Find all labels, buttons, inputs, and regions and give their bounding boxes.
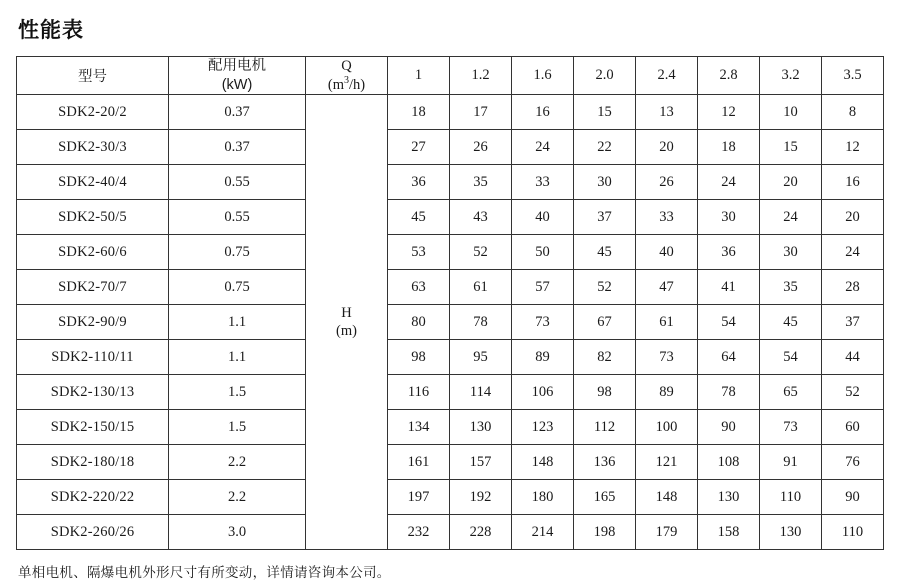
- head-cell: 15: [574, 95, 636, 130]
- head-cell: 89: [636, 375, 698, 410]
- head-cell: 73: [636, 340, 698, 375]
- power-cell: 2.2: [169, 480, 306, 515]
- head-cell: 161: [388, 445, 450, 480]
- head-cell: 41: [698, 270, 760, 305]
- head-cell: 45: [574, 235, 636, 270]
- head-cell: 20: [760, 165, 822, 200]
- table-row: [17, 340, 884, 375]
- power-cell: 0.55: [169, 165, 306, 200]
- head-cell: 98: [388, 340, 450, 375]
- head-cell: 26: [636, 165, 698, 200]
- head-cell: 45: [388, 200, 450, 235]
- table-row: [17, 165, 884, 200]
- head-cell: 108: [698, 445, 760, 480]
- head-cell: 134: [388, 410, 450, 445]
- header-flow-5: 2.4: [636, 57, 698, 95]
- head-cell: 80: [388, 305, 450, 340]
- head-cell: 95: [450, 340, 512, 375]
- head-cell: 78: [698, 375, 760, 410]
- model-cell: SDK2-70/7: [17, 270, 169, 305]
- model-cell: SDK2-40/4: [17, 165, 169, 200]
- head-cell: 116: [388, 375, 450, 410]
- head-cell: 36: [698, 235, 760, 270]
- head-cell: 28: [822, 270, 884, 305]
- head-cell: 30: [574, 165, 636, 200]
- head-cell: 130: [698, 480, 760, 515]
- head-cell: 20: [636, 130, 698, 165]
- head-cell: 180: [512, 480, 574, 515]
- header-flow-6: 2.8: [698, 57, 760, 95]
- head-cell: 157: [450, 445, 512, 480]
- head-cell: 130: [450, 410, 512, 445]
- power-cell: 0.37: [169, 95, 306, 130]
- power-cell: 1.1: [169, 340, 306, 375]
- head-cell: 24: [822, 235, 884, 270]
- table-row: [17, 130, 884, 165]
- power-cell: 1.5: [169, 410, 306, 445]
- power-cell: 1.5: [169, 375, 306, 410]
- q-unit-pre: (m: [327, 76, 344, 93]
- head-cell: 26: [450, 130, 512, 165]
- header-power: [169, 57, 306, 95]
- head-cell: 8: [822, 95, 884, 130]
- head-cell: 90: [698, 410, 760, 445]
- model-cell: SDK2-30/3: [17, 130, 169, 165]
- header-model: 型号: [17, 57, 169, 95]
- head-cell: 136: [574, 445, 636, 480]
- head-cell: 35: [760, 270, 822, 305]
- header-flow-2: 1.2: [450, 57, 512, 95]
- head-cell: 123: [512, 410, 574, 445]
- head-cell: 197: [388, 480, 450, 515]
- head-cell: 114: [450, 375, 512, 410]
- head-cell: 60: [822, 410, 884, 445]
- power-cell: 1.1: [169, 305, 306, 340]
- head-cell: 61: [450, 270, 512, 305]
- table-row: [17, 375, 884, 410]
- model-cell: SDK2-90/9: [17, 305, 169, 340]
- table-header-row: [17, 57, 884, 95]
- head-cell: 148: [512, 445, 574, 480]
- head-cell: 37: [822, 305, 884, 340]
- header-flow-3: 1.6: [512, 57, 574, 95]
- head-cell: 24: [512, 130, 574, 165]
- head-cell: 228: [450, 515, 512, 550]
- head-cell: 192: [450, 480, 512, 515]
- head-cell: 89: [512, 340, 574, 375]
- head-cell: 33: [512, 165, 574, 200]
- head-cell: 24: [698, 165, 760, 200]
- head-cell: 44: [822, 340, 884, 375]
- head-cell: 54: [698, 305, 760, 340]
- model-cell: SDK2-260/26: [17, 515, 169, 550]
- head-cell: 40: [512, 200, 574, 235]
- head-cell: 130: [760, 515, 822, 550]
- head-cell: 52: [822, 375, 884, 410]
- header-h: H: [341, 304, 352, 321]
- head-cell: 121: [636, 445, 698, 480]
- header-flow-symbol: [306, 57, 388, 95]
- head-cell: 148: [636, 480, 698, 515]
- model-cell: SDK2-220/22: [17, 480, 169, 515]
- power-cell: 0.75: [169, 235, 306, 270]
- head-cell: 43: [450, 200, 512, 235]
- head-cell: 15: [760, 130, 822, 165]
- model-cell: SDK2-60/6: [17, 235, 169, 270]
- header-h-unit: (m): [336, 323, 357, 340]
- head-cell: 18: [388, 95, 450, 130]
- head-cell: 76: [822, 445, 884, 480]
- power-cell: 0.37: [169, 130, 306, 165]
- power-cell: 3.0: [169, 515, 306, 550]
- head-cell: 165: [574, 480, 636, 515]
- head-cell: 10: [760, 95, 822, 130]
- head-cell: 54: [760, 340, 822, 375]
- head-cell: 47: [636, 270, 698, 305]
- table-row: [17, 480, 884, 515]
- head-cell: 30: [760, 235, 822, 270]
- head-cell: 67: [574, 305, 636, 340]
- power-cell: 0.55: [169, 200, 306, 235]
- head-cell: 91: [760, 445, 822, 480]
- head-cell: 63: [388, 270, 450, 305]
- head-cell: 35: [450, 165, 512, 200]
- table-row: [17, 410, 884, 445]
- page-title: 性能表: [18, 19, 84, 42]
- head-cell: 179: [636, 515, 698, 550]
- table-row: [17, 95, 884, 130]
- head-cell: 106: [512, 375, 574, 410]
- model-cell: SDK2-20/2: [17, 95, 169, 130]
- head-cell: 30: [698, 200, 760, 235]
- head-cell: 64: [698, 340, 760, 375]
- head-cell: 100: [636, 410, 698, 445]
- head-cell: 90: [822, 480, 884, 515]
- head-cell: 22: [574, 130, 636, 165]
- head-cell: 27: [388, 130, 450, 165]
- header-head-symbol: [306, 95, 388, 550]
- table-row: [17, 445, 884, 480]
- head-cell: 52: [450, 235, 512, 270]
- power-cell: 2.2: [169, 445, 306, 480]
- head-cell: 50: [512, 235, 574, 270]
- head-cell: 82: [574, 340, 636, 375]
- power-cell: 0.75: [169, 270, 306, 305]
- header-power-line1: 配用电机: [208, 58, 266, 75]
- head-cell: 17: [450, 95, 512, 130]
- head-cell: 73: [512, 305, 574, 340]
- table-row: [17, 235, 884, 270]
- head-cell: 16: [512, 95, 574, 130]
- head-cell: 53: [388, 235, 450, 270]
- table-row: [17, 305, 884, 340]
- head-cell: 37: [574, 200, 636, 235]
- head-cell: 24: [760, 200, 822, 235]
- model-cell: SDK2-50/5: [17, 200, 169, 235]
- header-flow-8: 3.5: [822, 57, 884, 95]
- head-cell: 214: [512, 515, 574, 550]
- model-cell: SDK2-110/11: [17, 340, 169, 375]
- model-cell: SDK2-180/18: [17, 445, 169, 480]
- head-cell: 20: [822, 200, 884, 235]
- head-cell: 52: [574, 270, 636, 305]
- head-cell: 73: [760, 410, 822, 445]
- header-flow-1: 1: [388, 57, 450, 95]
- head-cell: 12: [698, 95, 760, 130]
- head-cell: 110: [760, 480, 822, 515]
- head-cell: 110: [822, 515, 884, 550]
- header-flow-7: 3.2: [760, 57, 822, 95]
- head-cell: 13: [636, 95, 698, 130]
- head-cell: 78: [450, 305, 512, 340]
- head-cell: 112: [574, 410, 636, 445]
- head-cell: 98: [574, 375, 636, 410]
- model-cell: SDK2-130/13: [17, 375, 169, 410]
- head-cell: 158: [698, 515, 760, 550]
- head-cell: 65: [760, 375, 822, 410]
- head-cell: 33: [636, 200, 698, 235]
- head-cell: 18: [698, 130, 760, 165]
- header-power-line2: (kW): [221, 76, 253, 93]
- header-q: Q: [341, 58, 352, 74]
- table-row: [17, 270, 884, 305]
- header-flow-4: 2.0: [574, 57, 636, 95]
- head-cell: 45: [760, 305, 822, 340]
- q-unit-post: /h): [349, 76, 366, 93]
- head-cell: 12: [822, 130, 884, 165]
- head-cell: 36: [388, 165, 450, 200]
- table-row: [17, 200, 884, 235]
- performance-table: [16, 56, 884, 550]
- q-unit-sup: 3: [344, 75, 349, 87]
- header-q-unit: [306, 75, 387, 94]
- head-cell: 16: [822, 165, 884, 200]
- head-cell: 61: [636, 305, 698, 340]
- head-cell: 198: [574, 515, 636, 550]
- head-cell: 57: [512, 270, 574, 305]
- head-cell: 40: [636, 235, 698, 270]
- head-cell: 232: [388, 515, 450, 550]
- footnote: 单相电机、隔爆电机外形尺寸有所变动，详情请咨询本公司。: [18, 565, 391, 581]
- model-cell: SDK2-150/15: [17, 410, 169, 445]
- table-row: [17, 515, 884, 550]
